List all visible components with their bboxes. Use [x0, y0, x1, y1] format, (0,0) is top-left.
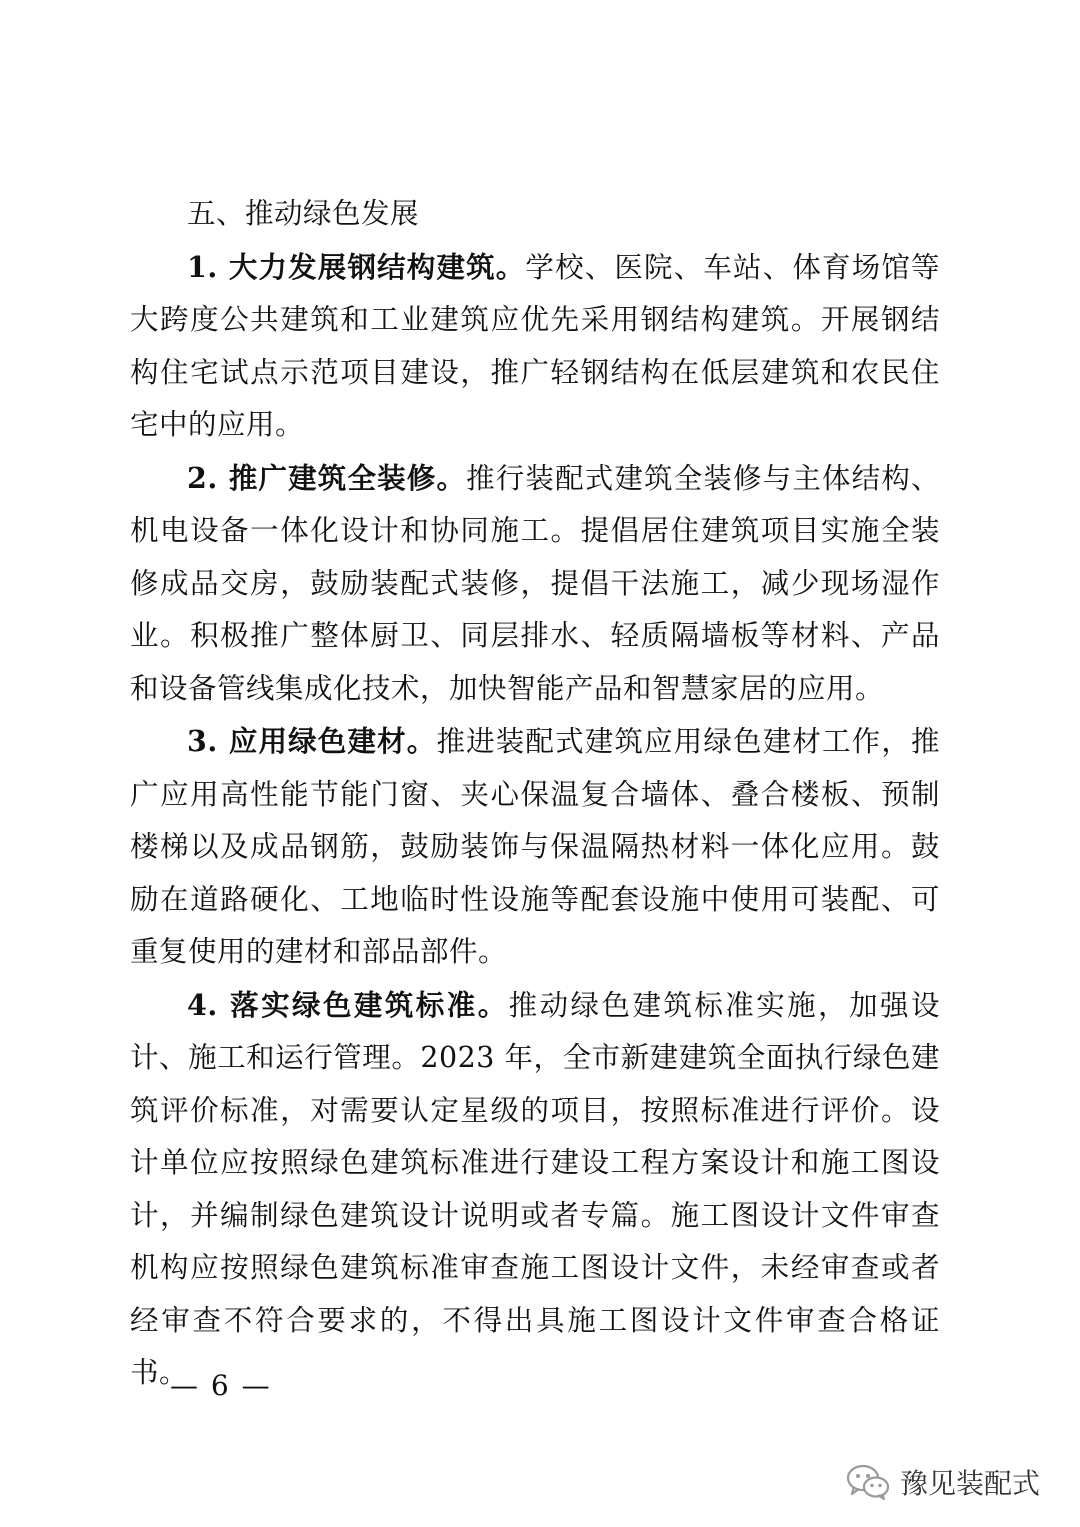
- item-body-2: 推行装配式建筑全装修与主体结构、机电设备一体化设计和协同施工。提倡居住建筑项目实施全装修成品交房，鼓励装配式装修，提倡干法施工，减少现场湿作业。积极推广整体厨卫、同层排水、轻质隔墙板等材料、产品和设备管线集成化技术，加快智能产品和智慧家居的应用。: [130, 461, 940, 705]
- item-heading-3: 3. 应用绿色建材。: [187, 724, 437, 758]
- item-body-3: 推进装配式建筑应用绿色建材工作，推广应用高性能节能门窗、夹心保温复合墙体、叠合楼板、预制楼梯以及成品钢筋，鼓励装饰与保温隔热材料一体化应用。鼓励在道路硬化、工地临时性设施等配套设施中使用可装配、可重复使用的建材和部品部件。: [130, 725, 940, 968]
- item-body-1: 学校、医院、车站、体育场馆等大跨度公共建筑和工业建筑应优先采用钢结构建筑。开展钢结构住宅试点示范项目建设，推广轻钢结构在低层建筑和农民住宅中的应用。: [130, 250, 940, 441]
- paragraph-item-4: [130, 979, 940, 1400]
- item-heading-2: 2. 推广建筑全装修。: [187, 460, 467, 495]
- paragraph-item-1: [130, 241, 940, 452]
- paragraph-item-3: [130, 715, 940, 979]
- section-heading: 五、推动绿色发展: [187, 197, 420, 230]
- item-heading-4: 4. 落实绿色建筑标准。: [187, 987, 509, 1022]
- document-body: [130, 188, 940, 1400]
- watermark: [846, 1462, 1040, 1502]
- page-number: — 6 —: [170, 1369, 272, 1402]
- item-heading-1: 1. 大力发展钢结构建筑。: [187, 249, 526, 284]
- wechat-icon: [846, 1464, 890, 1500]
- item-body-4: 推动绿色建筑标准实施，加强设计、施工和运行管理。2023 年，全市新建建筑全面执行绿色建筑评价标准，对需要认定星级的项目，按照标准进行评价。设计单位应按照绿色建筑标准进行建设工程方案设计和施工图设计，并编制绿色建筑设计说明或者专篇。施工图设计文件审查机构应按照绿色建筑标准审查施工图设计文件，未经审查或者经审查不符合要求的，不得出具施工图设计文件审查合格证书。: [130, 988, 940, 1389]
- watermark-text: 豫见装配式: [899, 1467, 1040, 1500]
- paragraph-item-2: [130, 452, 940, 716]
